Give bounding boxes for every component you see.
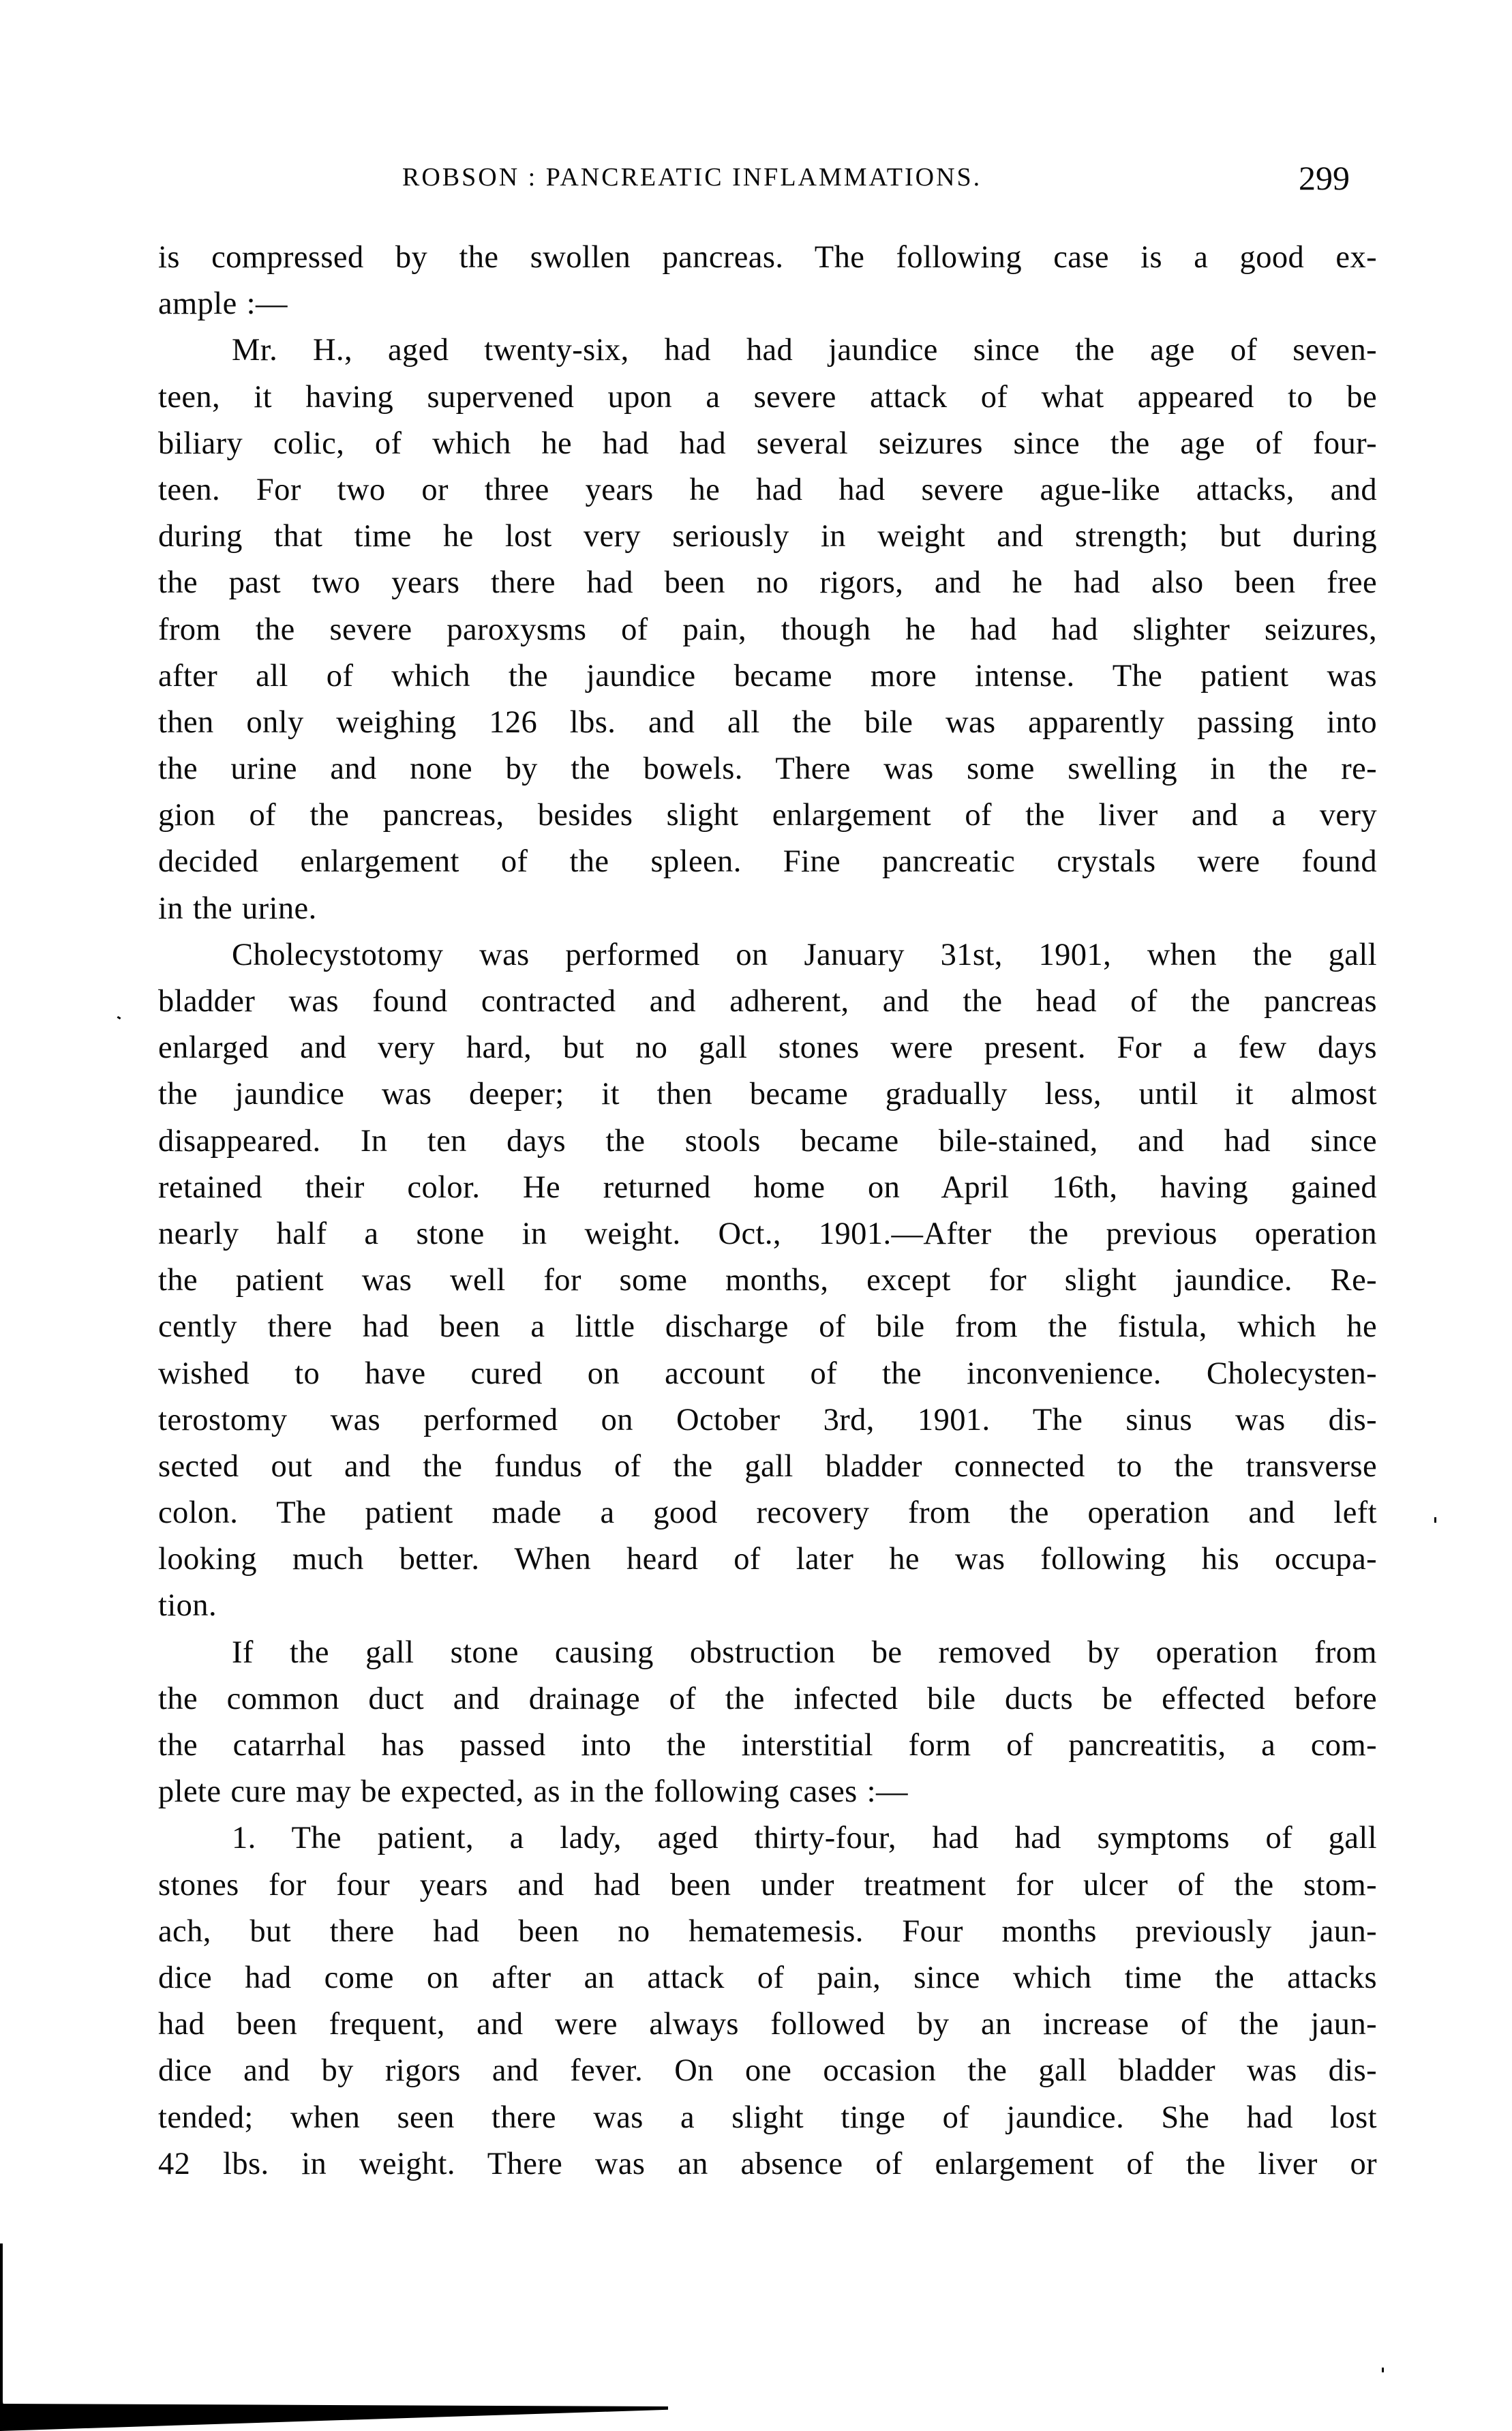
text-line: tended; when seen there was a slight tinge of jaundice. She had lost bbox=[158, 2100, 1377, 2135]
text-line: disappeared. In ten days the stools became bile-stained, and had since bbox=[158, 1123, 1377, 1159]
text-line: biliary colic, of which he had had several seizures since the age of four- bbox=[158, 426, 1377, 461]
body-text bbox=[158, 235, 1377, 2188]
page-number: 299 bbox=[1299, 159, 1350, 197]
text-line: the jaundice was deeper; it then became gradually less, until it almost bbox=[158, 1077, 1377, 1112]
text-line: during that time he lost very seriously in weight and strength; but during bbox=[158, 519, 1377, 554]
text-line: the catarrhal has passed into the interstitial form of pancreatitis, a com- bbox=[158, 1728, 1377, 1763]
scan-bottom-shadow bbox=[0, 2404, 668, 2431]
text-line: cently there had been a little discharge of bile from the fistula, which he bbox=[158, 1309, 1377, 1345]
scan-speck bbox=[1434, 1517, 1436, 1523]
text-line: decided enlargement of the spleen. Fine pancreatic crystals were found bbox=[158, 844, 1377, 880]
text-line: the past two years there had been no rigors, and he had also been free bbox=[158, 565, 1377, 601]
text-line: stones for four years and had been under treatment for ulcer of the stom- bbox=[158, 1867, 1377, 1903]
text-line: sected out and the fundus of the gall bladder connected to the transverse bbox=[158, 1448, 1377, 1484]
text-line: enlarged and very hard, but no gall stones were present. For a few days bbox=[158, 1030, 1377, 1066]
text-line: then only weighing 126 lbs. and all the bile was apparently passing into bbox=[158, 704, 1377, 740]
text-line: 42 lbs. in weight. There was an absence of enlargement of the liver or bbox=[158, 2146, 1377, 2181]
text-line: the urine and none by the bowels. There was some swelling in the re- bbox=[158, 751, 1377, 787]
text-line: nearly half a stone in weight. Oct., 1901.—After the previous operation bbox=[158, 1216, 1377, 1251]
scan-speck bbox=[1382, 2368, 1384, 2372]
text-line: colon. The patient made a good recovery from the operation and left bbox=[158, 1495, 1377, 1531]
paragraph-gall-stone-removal bbox=[158, 1630, 1377, 1816]
text-line: is compressed by the swollen pancreas. The following case is a good ex- bbox=[158, 240, 1377, 275]
text-line: plete cure may be expected, as in the following cases :— bbox=[158, 1774, 908, 1810]
text-line: retained their color. He returned home on April 16th, having gained bbox=[158, 1169, 1377, 1205]
paragraph-case-mr-h bbox=[158, 327, 1377, 931]
text-line: dice and by rigors and fever. On one occasion the gall bladder was dis- bbox=[158, 2053, 1377, 2089]
text-line: Mr. H., aged twenty-six, had had jaundice since the age of seven- bbox=[232, 333, 1377, 368]
text-line: the patient was well for some months, except for slight jaundice. Re- bbox=[158, 1263, 1377, 1298]
paragraph-continuation bbox=[158, 235, 1377, 327]
text-line: teen, it having supervened upon a severe attack of what appeared to be bbox=[158, 379, 1377, 415]
text-line: after all of which the jaundice became more intense. The patient was bbox=[158, 658, 1377, 693]
text-line: gion of the pancreas, besides slight enlargement of the liver and a very bbox=[158, 798, 1377, 833]
text-line: wished to have cured on account of the inconvenience. Cholecysten- bbox=[158, 1356, 1377, 1391]
text-line: bladder was found contracted and adherent, and the head of the pancreas bbox=[158, 984, 1377, 1019]
text-line: Cholecystotomy was performed on January 31st, 1901, when the gall bbox=[232, 937, 1377, 972]
text-line: teen. For two or three years he had had severe ague-like attacks, and bbox=[158, 472, 1377, 507]
text-line: terostomy was performed on October 3rd, 1901. The sinus was dis- bbox=[158, 1402, 1377, 1437]
text-line: If the gall stone causing obstruction be removed by operation from bbox=[232, 1635, 1377, 1670]
running-title: ROBSON : PANCREATIC INFLAMMATIONS. bbox=[402, 163, 982, 192]
text-line: the common duct and drainage of the infected bile ducts be effected before bbox=[158, 1681, 1377, 1716]
text-line: looking much better. When heard of later he was following his occupa- bbox=[158, 1542, 1377, 1577]
paragraph-cholecystotomy bbox=[158, 932, 1377, 1630]
scan-speck bbox=[117, 1016, 121, 1019]
text-line: had been frequent, and were always followed by an increase of the jaun- bbox=[158, 2007, 1377, 2042]
text-line: dice had come on after an attack of pain, since which time the attacks bbox=[158, 1960, 1377, 1995]
text-line: in the urine. bbox=[158, 891, 317, 926]
text-line: from the severe paroxysms of pain, though he had had slighter seizures, bbox=[158, 612, 1377, 647]
running-head bbox=[157, 158, 1377, 199]
text-line: tion. bbox=[158, 1588, 217, 1624]
paragraph-case-1 bbox=[158, 1815, 1377, 2188]
text-line: ample :— bbox=[158, 286, 288, 322]
text-line: 1. The patient, a lady, aged thirty-four, had had symptoms of gall bbox=[232, 1821, 1377, 1856]
text-line: ach, but there had been no hematemesis. Four months previously jaun- bbox=[158, 1913, 1377, 1949]
